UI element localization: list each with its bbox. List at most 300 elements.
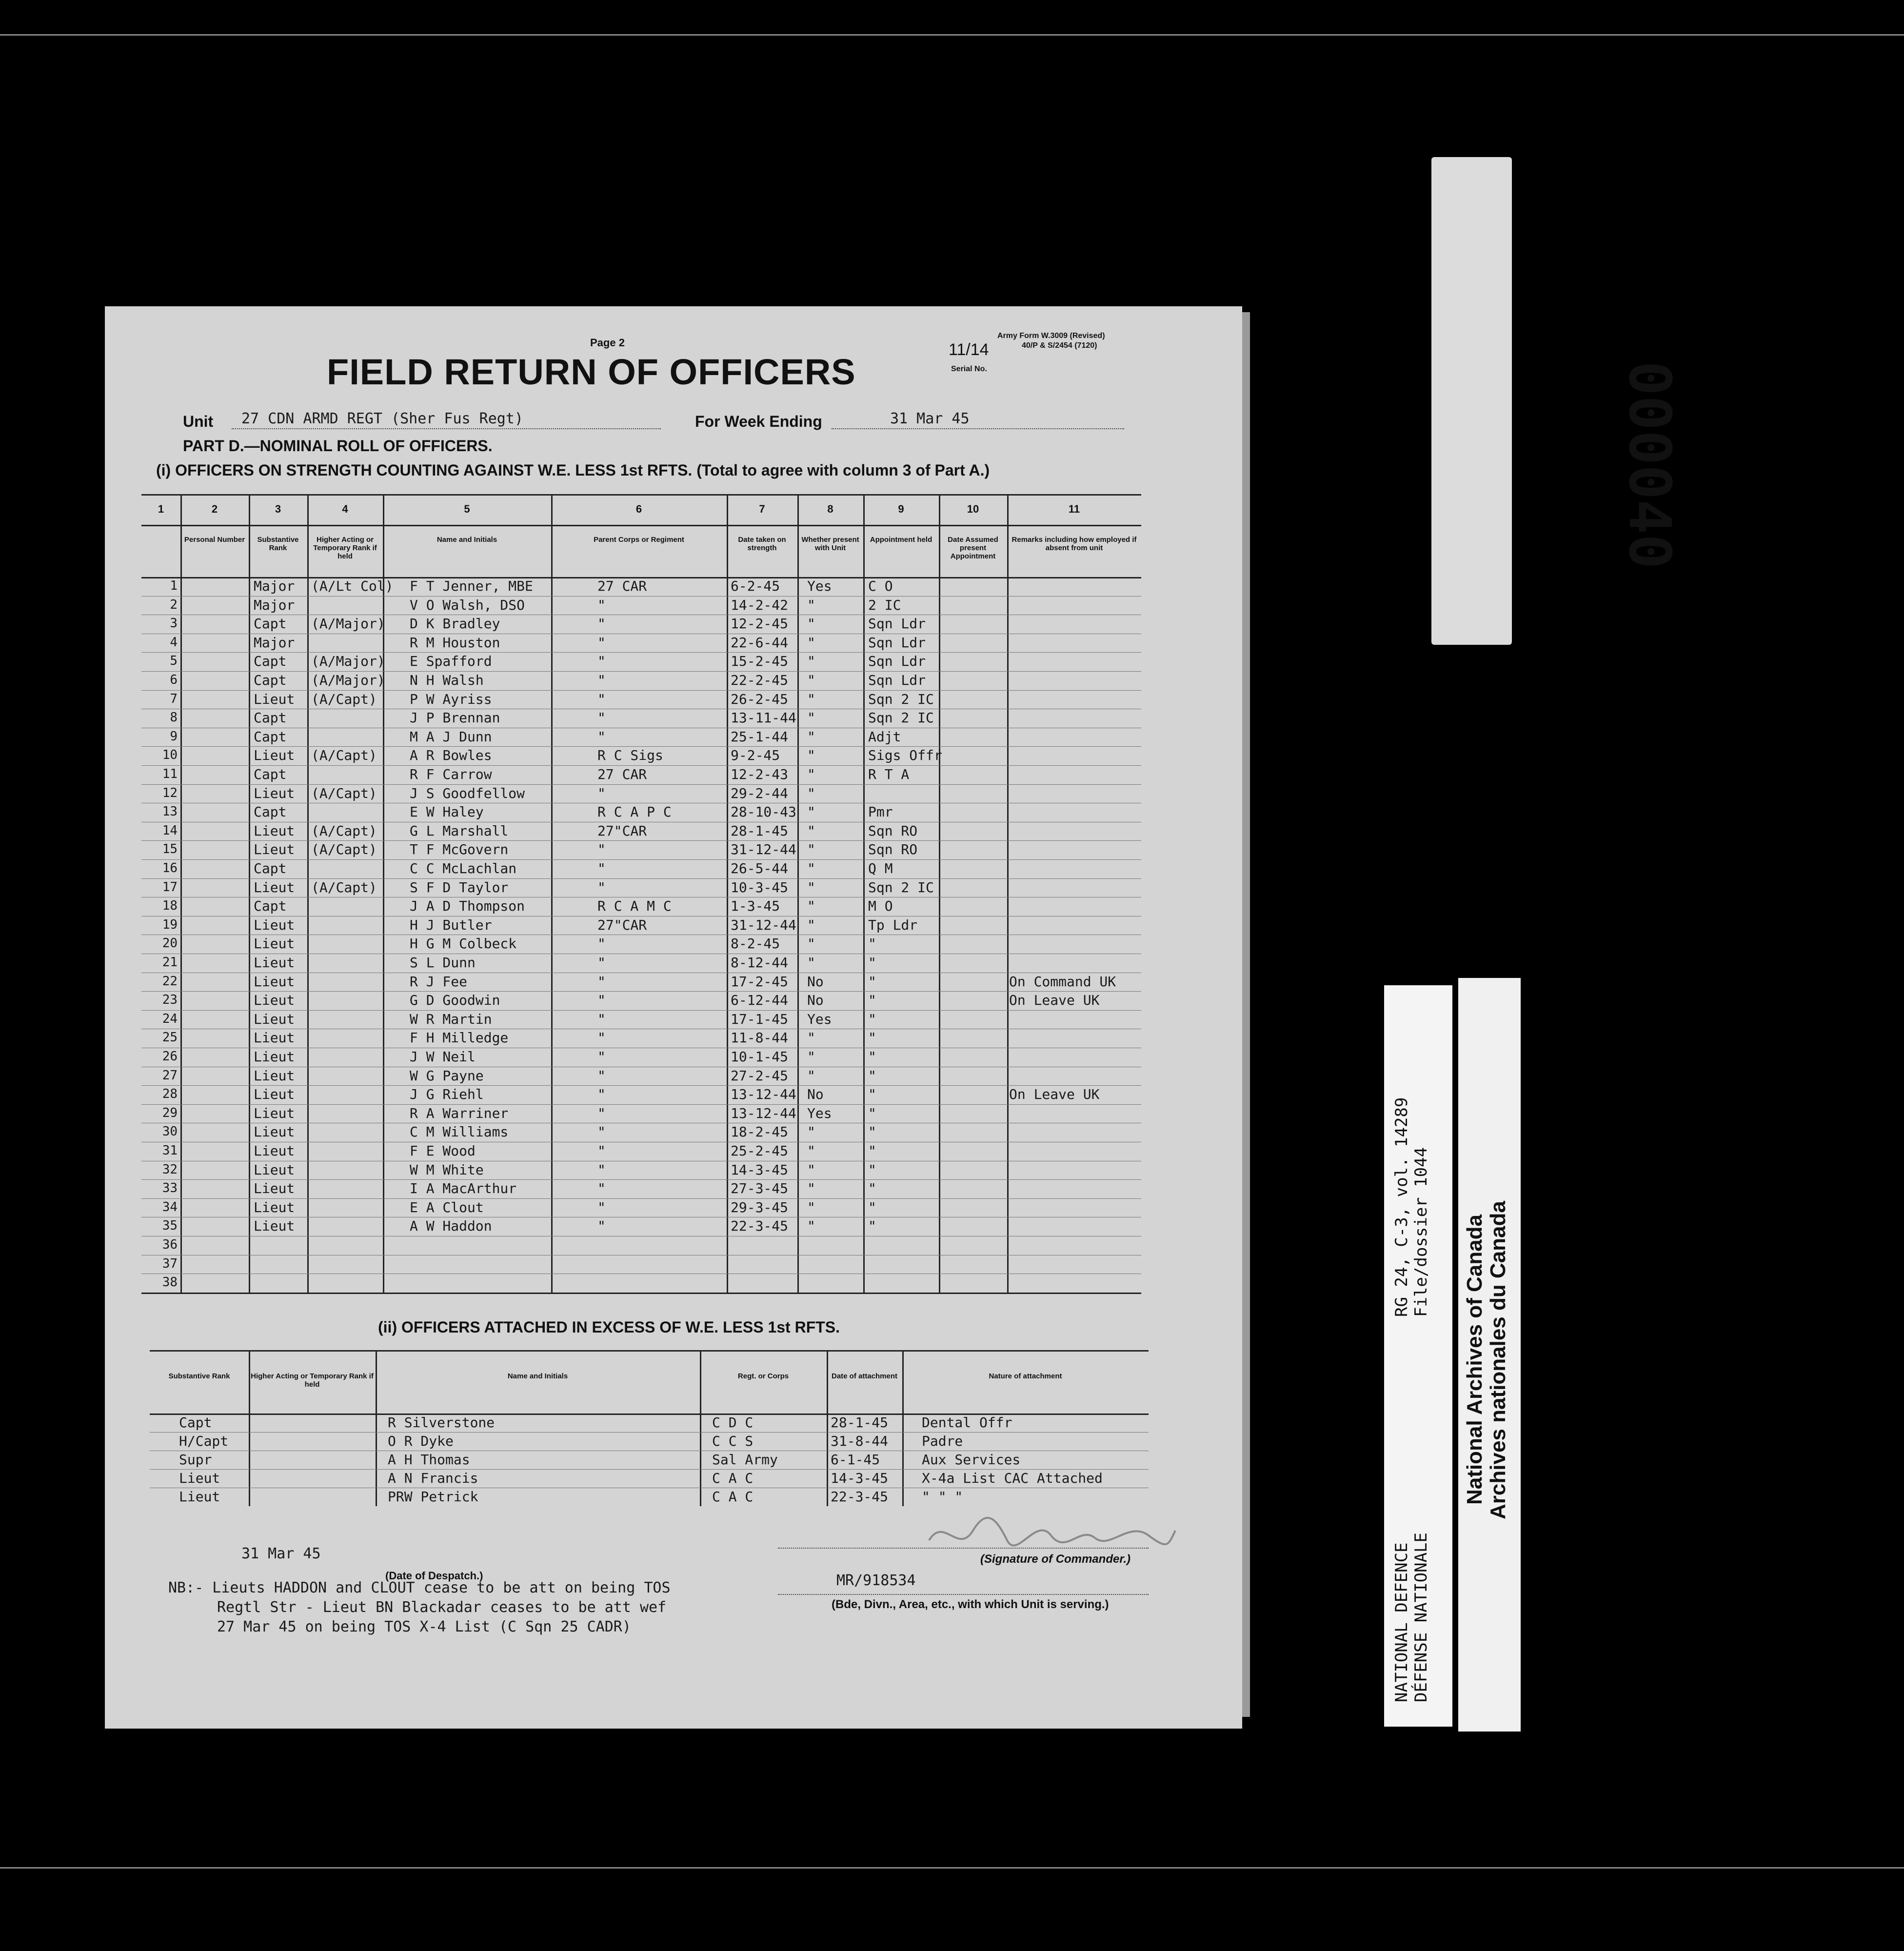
table1-cell: F T Jenner, MBE <box>410 578 533 594</box>
table1-cell: 17-1-45 <box>731 1011 789 1027</box>
table1-cell: 27 CAR <box>597 578 647 594</box>
table1-cell: F E Wood <box>410 1143 476 1159</box>
formation-value: MR/918534 <box>836 1572 916 1589</box>
table1-cell: M A J Dunn <box>410 728 492 745</box>
table1-cell: 17-2-45 <box>731 973 789 990</box>
table1-cell: " <box>807 728 815 745</box>
archive-reference-line1: RG 24, C-3, vol. 14289 <box>1392 1097 1411 1317</box>
table1-column-divider <box>551 494 553 1293</box>
table1-cell: 8-12-44 <box>731 955 789 971</box>
table1-cell: " <box>597 616 606 632</box>
table1-cell: R T A <box>868 766 910 782</box>
table1-row-number: 31 <box>162 1143 178 1158</box>
table1-cell: " <box>868 1105 876 1121</box>
table1-row-number: 4 <box>170 635 178 650</box>
table2-column-header: Nature of attachment <box>989 1372 1062 1380</box>
table1-cell: Sqn Ldr <box>868 653 926 670</box>
table2-column-header: Regt. or Corps <box>737 1372 789 1380</box>
table1-row-number: 9 <box>170 729 178 744</box>
table1-cell: " <box>597 1067 606 1084</box>
table1-cell: 31-12-44 <box>731 916 796 933</box>
table1-cell: J A D Thompson <box>410 898 525 915</box>
table1-column-number: 7 <box>759 503 765 515</box>
table1-cell: 27-3-45 <box>731 1180 789 1197</box>
table1-cell: 1-3-45 <box>731 898 780 915</box>
form-title: FIELD RETURN OF OFFICERS <box>327 352 856 392</box>
table1-cell: 12-2-45 <box>731 616 789 632</box>
table2-column-divider <box>827 1350 828 1506</box>
table1-cell: J P Brennan <box>410 710 500 726</box>
table1-cell: Capt <box>254 766 287 782</box>
table1-cell: " <box>597 860 606 876</box>
formation-label: (Bde, Divn., Area, etc., with which Unit is serving.) <box>832 1598 1109 1611</box>
table2-cell: Lieut <box>179 1470 220 1486</box>
table2-cell: Dental Offr <box>922 1414 1012 1431</box>
table2-cell: Padre <box>922 1433 963 1449</box>
table1-cell: E W Haley <box>410 804 484 820</box>
table1-cell: " <box>597 1161 606 1178</box>
table1-cell: " <box>807 672 815 688</box>
table1-cell: J W Neil <box>410 1049 476 1065</box>
unit-value: 27 CDN ARMD REGT (Sher Fus Regt) <box>241 410 523 427</box>
table1-cell: 27"CAR <box>597 822 647 839</box>
table2-cell: A N Francis <box>388 1470 478 1486</box>
archive-reference-line2: File/dossier 1044 <box>1411 1147 1431 1317</box>
table2-cell: H/Capt <box>179 1433 229 1449</box>
table1-row-number: 20 <box>162 936 178 951</box>
table1-column-header: Appointment held <box>870 536 932 544</box>
table1-cell: (A/Major) <box>311 672 385 688</box>
table1-cell: Yes <box>807 1105 832 1121</box>
archive-name-en: National Archives of Canada <box>1463 1214 1487 1505</box>
table1-cell: 27-2-45 <box>731 1067 789 1084</box>
table1-cell: R C Sigs <box>597 747 663 764</box>
table1-cell: Yes <box>807 578 832 594</box>
table1-cell: (A/Capt) <box>311 822 377 839</box>
table1-cell: Sqn Ldr <box>868 634 926 651</box>
table1-cell: " <box>868 1161 876 1178</box>
table1-cell: " <box>807 841 815 858</box>
table1-cell: R M Houston <box>410 634 500 651</box>
table1-column-number: 8 <box>827 503 833 515</box>
table1-cell: C O <box>868 578 893 594</box>
table1-cell: 8-2-45 <box>731 936 780 952</box>
table1-cell: W R Martin <box>410 1011 492 1027</box>
table1-cell: Q M <box>868 860 893 876</box>
table1-cell: Capt <box>254 804 287 820</box>
table1-cell: Capt <box>254 728 287 745</box>
folio-number: 11/14 <box>949 340 989 359</box>
table1-cell: Lieut <box>254 1124 295 1140</box>
table1-column-header: Date Assumed present Appointment <box>948 536 998 560</box>
table1-row-rule <box>141 1085 1141 1086</box>
table1-cell: " <box>807 597 815 613</box>
table1-cell: " <box>807 1218 815 1234</box>
table1-cell: " <box>807 785 815 801</box>
table1-cell: F H Milledge <box>410 1030 509 1046</box>
table1-row-number: 19 <box>162 917 178 932</box>
table1-column-header: Remarks including how employed if absent from unit <box>1012 536 1137 552</box>
table2-cell: Supr <box>179 1452 212 1468</box>
table1-row-number: 24 <box>162 1011 178 1026</box>
table1-cell: On Command UK <box>1009 973 1116 990</box>
table2-cell: C D C <box>712 1414 754 1431</box>
table1-cell: Lieut <box>254 992 295 1009</box>
table1-cell: " <box>807 804 815 820</box>
table1-cell: 6-2-45 <box>731 578 780 594</box>
table1-row-rule <box>141 652 1141 653</box>
table1-cell: " <box>868 1199 876 1215</box>
table1-cell: " <box>597 597 606 613</box>
table1-cell: Sqn 2 IC <box>868 710 934 726</box>
table1-cell: " <box>868 1011 876 1027</box>
table2-cell: 6-1-45 <box>831 1452 880 1468</box>
table1-cell: A W Haddon <box>410 1218 492 1234</box>
table1-cell: " <box>597 672 606 688</box>
table1-cell: Capt <box>254 616 287 632</box>
table1-cell: " <box>807 1180 815 1197</box>
table1-row-number: 7 <box>170 691 178 706</box>
table1-cell: " <box>807 1199 815 1215</box>
commander-signature <box>924 1501 1178 1570</box>
table1-row-number: 5 <box>170 654 178 669</box>
table1-cell: A R Bowles <box>410 747 492 764</box>
table1-cell: Lieut <box>254 973 295 990</box>
table1-cell: Major <box>254 597 295 613</box>
table1-cell: " <box>807 1049 815 1065</box>
table1-cell: Lieut <box>254 691 295 707</box>
table1-cell: " <box>868 1030 876 1046</box>
table1-cell: " <box>868 1143 876 1159</box>
table1-cell: W G Payne <box>410 1067 484 1084</box>
table2-column-header: Substantive Rank <box>168 1372 230 1380</box>
table1-row-number: 37 <box>162 1256 178 1271</box>
table1-cell: E Spafford <box>410 653 492 670</box>
table2-cell: C A C <box>712 1470 754 1486</box>
table1-cell: 31-12-44 <box>731 841 796 858</box>
table1-cell: " <box>597 1180 606 1197</box>
table1-cell: " <box>868 1124 876 1140</box>
table1-cell: 13-12-44 <box>731 1086 796 1103</box>
table2-cell: " " " <box>922 1489 963 1505</box>
table1-cell: Yes <box>807 1011 832 1027</box>
table1-cell: " <box>597 1105 606 1121</box>
table1-cell: Sqn 2 IC <box>868 879 934 896</box>
table1-cell: " <box>807 898 815 915</box>
table1-row-rule <box>141 991 1141 992</box>
table1-cell: No <box>807 1086 824 1103</box>
table1-row-number: 16 <box>162 861 178 876</box>
table1-cell: " <box>868 1218 876 1234</box>
table1-cell: " <box>597 879 606 896</box>
table1-column-header: Substantive Rank <box>257 536 299 552</box>
nb-line-2: Regtl Str - Lieut BN Blackadar ceases to be att wef <box>217 1599 667 1616</box>
table1-cell: Sqn RO <box>868 822 918 839</box>
table1-cell: Adjt <box>868 728 901 745</box>
table1-column-number: 1 <box>158 503 164 515</box>
table2-row-rule <box>150 1469 1149 1470</box>
table1-cell: 29-2-44 <box>731 785 789 801</box>
table2-cell: 28-1-45 <box>831 1414 889 1431</box>
table1-cell: 22-3-45 <box>731 1218 789 1234</box>
table1-row-number: 18 <box>162 898 178 914</box>
table1-cell: R J Fee <box>410 973 468 990</box>
table1-cell: Lieut <box>254 1180 295 1197</box>
table1-number-row-border <box>141 525 1141 526</box>
table1-cell: " <box>868 936 876 952</box>
table1-cell: P W Ayriss <box>410 691 492 707</box>
table1-cell: Tp Ldr <box>868 916 918 933</box>
table1-cell: " <box>597 992 606 1009</box>
table1-row-number: 22 <box>162 974 178 989</box>
table1-column-header: Parent Corps or Regiment <box>594 536 684 544</box>
table1-cell: 28-1-45 <box>731 822 789 839</box>
table1-cell: " <box>807 616 815 632</box>
table1-cell: " <box>597 1049 606 1065</box>
table1-cell: Capt <box>254 672 287 688</box>
table1-cell: 11-8-44 <box>731 1030 789 1046</box>
table1-cell: 25-2-45 <box>731 1143 789 1159</box>
table1-cell: I A MacArthur <box>410 1180 517 1197</box>
table1-cell: (A/Capt) <box>311 841 377 858</box>
table1-column-header: Whether present with Unit <box>801 536 859 552</box>
table1-row-number: 12 <box>162 785 178 800</box>
table1-row-number: 21 <box>162 955 178 970</box>
table1-cell: " <box>597 1199 606 1215</box>
table2-row-rule <box>150 1432 1149 1433</box>
table2-cell: Aux Services <box>922 1452 1021 1468</box>
table1-cell: (A/Capt) <box>311 747 377 764</box>
table1-cell: " <box>597 1143 606 1159</box>
table1-cell: " <box>807 1030 815 1046</box>
archive-name-card <box>1458 978 1521 1732</box>
table1-row-number: 2 <box>170 597 178 612</box>
table1-cell: 9-2-45 <box>731 747 780 764</box>
table2-cell: Capt <box>179 1414 212 1431</box>
table1-cell: Lieut <box>254 879 295 896</box>
table1-row-number: 26 <box>162 1049 178 1064</box>
table1-cell: " <box>807 747 815 764</box>
table2-column-divider <box>902 1350 904 1506</box>
table1-row-rule <box>141 784 1141 785</box>
table1-row-number: 25 <box>162 1030 178 1045</box>
table1-column-divider <box>383 494 384 1293</box>
table1-top-border <box>141 494 1141 496</box>
table1-cell: Major <box>254 634 295 651</box>
table1-row-rule <box>141 690 1141 691</box>
table1-cell: 6-12-44 <box>731 992 789 1009</box>
table1-cell: Lieut <box>254 955 295 971</box>
table1-cell: 22-6-44 <box>731 634 789 651</box>
table1-cell: Lieut <box>254 1218 295 1234</box>
table1-cell: Lieut <box>254 822 295 839</box>
table1-cell: (A/Capt) <box>311 785 377 801</box>
table1-row-rule <box>141 1104 1141 1105</box>
table1-cell: " <box>597 728 606 745</box>
table2-cell: A H Thomas <box>388 1452 470 1468</box>
dept-line1: NATIONAL DEFENCE <box>1392 1542 1411 1702</box>
table1-cell: Lieut <box>254 785 295 801</box>
table1-cell: " <box>868 973 876 990</box>
table1-cell: " <box>807 879 815 896</box>
nb-line-3: 27 Mar 45 on being TOS X-4 List (C Sqn 25 CADR) <box>217 1618 631 1635</box>
table1-cell: " <box>597 1030 606 1046</box>
table2-cell: Sal Army <box>712 1452 778 1468</box>
section-ii-heading: (ii) OFFICERS ATTACHED IN EXCESS OF W.E. LESS 1st RFTS. <box>378 1318 840 1336</box>
table1-cell: Capt <box>254 860 287 876</box>
table1-row-number: 32 <box>162 1162 178 1177</box>
table1-cell: (A/Capt) <box>311 879 377 896</box>
table1-cell: " <box>807 916 815 933</box>
table1-cell: " <box>807 634 815 651</box>
table1-cell: 27 CAR <box>597 766 647 782</box>
table1-cell: 25-1-44 <box>731 728 789 745</box>
table2-column-header: Name and Initials <box>507 1372 568 1380</box>
table1-cell: R C A P C <box>597 804 672 820</box>
table2-cell: C C S <box>712 1433 754 1449</box>
table1-cell: 14-3-45 <box>731 1161 789 1178</box>
part-d-heading: PART D.—NOMINAL ROLL OF OFFICERS. <box>183 437 493 455</box>
table1-row-number: 3 <box>170 616 178 631</box>
table1-cell: R F Carrow <box>410 766 492 782</box>
table1-cell: " <box>597 973 606 990</box>
table1-cell: " <box>597 1011 606 1027</box>
table1-row-number: 13 <box>162 804 178 819</box>
table1-cell: Lieut <box>254 1105 295 1121</box>
table1-cell: Sqn Ldr <box>868 616 926 632</box>
form-page <box>105 306 1242 1729</box>
table1-cell: " <box>807 691 815 707</box>
table1-cell: C C McLachlan <box>410 860 517 876</box>
table1-column-divider <box>1007 494 1009 1293</box>
table2-cell: C A C <box>712 1489 754 1505</box>
table1-cell: 22-2-45 <box>731 672 789 688</box>
table1-cell: N H Walsh <box>410 672 484 688</box>
table1-cell: " <box>597 710 606 726</box>
unit-dotted-line <box>232 428 661 429</box>
table1-cell: No <box>807 992 824 1009</box>
table1-column-header: Higher Acting or Temporary Rank if held <box>313 536 377 560</box>
table1-column-number: 11 <box>1068 503 1080 515</box>
table1-row-number: 11 <box>162 767 178 781</box>
table1-cell: 15-2-45 <box>731 653 789 670</box>
film-bottom-edge <box>0 1867 1904 1869</box>
table1-cell: S F D Taylor <box>410 879 509 896</box>
table1-cell: " <box>807 936 815 952</box>
table1-cell: C M Williams <box>410 1124 509 1140</box>
table1-column-number: 5 <box>464 503 470 515</box>
table1-cell: 14-2-42 <box>731 597 789 613</box>
table1-row-rule <box>141 840 1141 841</box>
archive-reference-card <box>1384 985 1452 1727</box>
table1-cell: On Leave UK <box>1009 992 1100 1009</box>
table1-cell: Major <box>254 578 295 594</box>
week-ending-value: 31 Mar 45 <box>890 410 970 427</box>
table1-row-number: 1 <box>170 578 178 593</box>
table1-cell: " <box>868 955 876 971</box>
table1-cell: " <box>597 785 606 801</box>
table1-cell: 10-3-45 <box>731 879 789 896</box>
table1-cell: Sigs Offr <box>868 747 942 764</box>
table1-row-rule <box>141 1179 1141 1180</box>
table1-cell: Capt <box>254 898 287 915</box>
despatch-label: (Date of Despatch.) <box>385 1570 483 1582</box>
table1-row-number: 33 <box>162 1181 178 1196</box>
table2-cell: Lieut <box>179 1489 220 1505</box>
table2-cell: O R Dyke <box>388 1433 454 1449</box>
dept-line2: DÉFENSE NATIONALE <box>1411 1533 1431 1702</box>
table2-column-header: Date of attachment <box>831 1372 898 1380</box>
week-dotted-line <box>832 428 1124 429</box>
table1-row-rule <box>141 1198 1141 1199</box>
table1-row-rule <box>141 596 1141 597</box>
table1-cell: G L Marshall <box>410 822 509 839</box>
table1-cell: " <box>807 1124 815 1140</box>
table1-cell: Sqn RO <box>868 841 918 858</box>
table2-column-divider <box>700 1350 701 1506</box>
table1-column-number: 6 <box>635 503 642 515</box>
table1-cell: J G Riehl <box>410 1086 484 1103</box>
table1-cell: G D Goodwin <box>410 992 500 1009</box>
table1-cell: Lieut <box>254 1199 295 1215</box>
table1-row-rule <box>141 878 1141 879</box>
table1-row-rule <box>141 746 1141 747</box>
table1-cell: On Leave UK <box>1009 1086 1100 1103</box>
table1-cell: 26-5-44 <box>731 860 789 876</box>
table2-cell: 31-8-44 <box>831 1433 889 1449</box>
table2-cell: 14-3-45 <box>831 1470 889 1486</box>
table1-row-number: 34 <box>162 1199 178 1214</box>
table1-cell: Lieut <box>254 936 295 952</box>
table1-cell: T F McGovern <box>410 841 509 858</box>
table1-cell: H G M Colbeck <box>410 936 517 952</box>
table1-row-number: 17 <box>162 879 178 895</box>
table1-column-divider <box>797 494 799 1293</box>
table1-row-number: 29 <box>162 1105 178 1120</box>
table1-bottom-border <box>141 1293 1141 1294</box>
table1-row-number: 15 <box>162 842 178 857</box>
table1-cell: Capt <box>254 710 287 726</box>
table1-cell: Capt <box>254 653 287 670</box>
formation-line <box>778 1594 1149 1595</box>
table1-row-number: 23 <box>162 993 178 1008</box>
table1-cell: 13-12-44 <box>731 1105 796 1121</box>
table2-cell: 22-3-45 <box>831 1489 889 1505</box>
form-code: 40/P & S/2454 (7120) <box>1022 341 1097 350</box>
table1-cell: " <box>597 1086 606 1103</box>
page-number: Page 2 <box>590 337 625 349</box>
table2-column-divider <box>249 1350 250 1506</box>
table1-column-divider <box>180 494 182 1293</box>
table1-cell: " <box>868 1180 876 1197</box>
table1-cell: " <box>807 1143 815 1159</box>
table1-row-rule <box>141 859 1141 860</box>
table1-row-number: 30 <box>162 1124 178 1139</box>
table1-cell: " <box>807 955 815 971</box>
nb-line-1: NB:- Lieuts HADDON and CLOUT cease to be att on being TOS <box>168 1579 671 1596</box>
table1-row-number: 27 <box>162 1068 178 1083</box>
army-form-number: Army Form W.3009 (Revised) <box>997 332 1105 340</box>
table1-cell: (A/Capt) <box>311 691 377 707</box>
table1-column-divider <box>249 494 250 1293</box>
table1-cell: Lieut <box>254 1143 295 1159</box>
table1-cell: D K Bradley <box>410 616 500 632</box>
table1-column-divider <box>939 494 940 1293</box>
table1-cell: (A/Major) <box>311 616 385 632</box>
table1-column-header: Personal Number <box>184 536 245 544</box>
table1-row-number: 14 <box>162 823 178 838</box>
table1-cell: (A/Lt Col) <box>311 578 394 594</box>
